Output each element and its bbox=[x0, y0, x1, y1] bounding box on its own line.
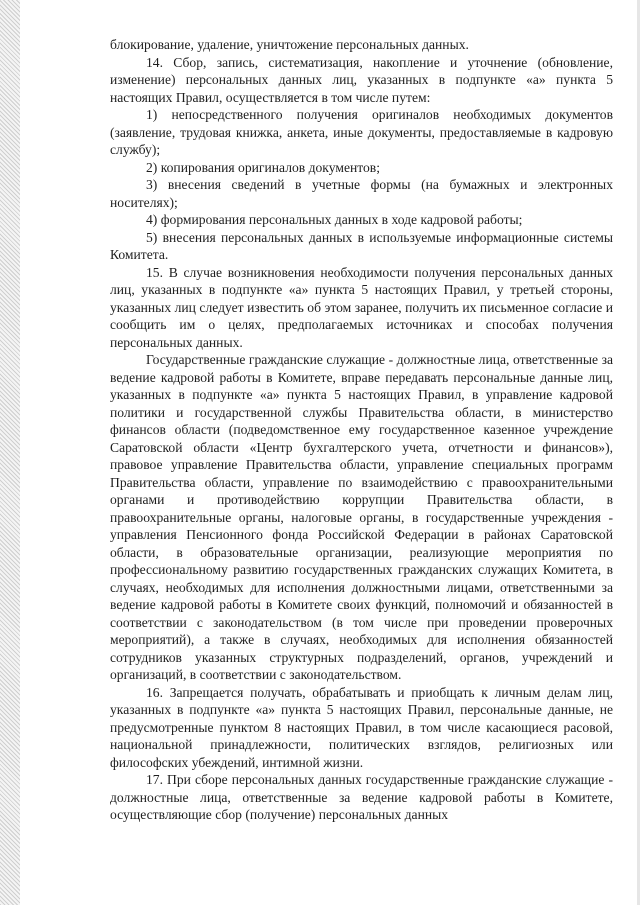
list-item-4: 4) формирования персональных данных в ходе кадровой работы; bbox=[146, 212, 523, 227]
list-item-5: 5) внесения персональных данных в используемые информационные системы Комитета. bbox=[110, 229, 613, 262]
list-item-2: 2) копирования оригиналов документов; bbox=[146, 159, 381, 175]
paragraph-civil-servants: Государственные гражданские служащие - должностные лица, ответственные за ведение кадровой работы в Комитете, вправе передавать персональные данные лиц, указанных в подпункте «а» пункта 5 настоящих Правил, в управление кадровой политики и государственной службы Правительства области, в министерство финансов области (подведомственное ему государственное казенное учреждение Саратовской области «Центр бухгалтерского учета, отчетности и финансов»), правовое управление Правительства области, управление специальных программ Правительства области, управление по взаимодействию с правоохранительными органами и противодействию коррупции Правительства области, в правоохранительные органы, налоговые органы, в государственные учреждения - управления Пенсионного фонда Российской Федерации в районах Саратовской области, в образовательные организации, реализующие мероприятия по профессиональному развитию государственных гражданских служащих Комитета, в случаях, необходимых для исполнения должностными лицами, ответственными за ведение кадровой работы в Комитете своих функций, полномочий и обязанностей в соответствии с законодательством (в том числе при проведении проверочных мероприятий), а также в случаях, необходимых для исполнения обязанностей сотрудников указанных структурных подразделений, органов, учреждений и организаций, в соответствии с законодательством. bbox=[110, 352, 613, 682]
scan-margin-left bbox=[0, 0, 20, 905]
paragraph-continuation: блокирование, удаление, уничтожение персональных данных. bbox=[110, 37, 469, 52]
list-item-3: 3) внесения сведений в учетные формы (на бумажных и электронных носителях); bbox=[110, 177, 613, 210]
paragraph-14: 14. Сбор, запись, систематизация, накопление и уточнение (обновление, изменение) персональных данных лиц, указанных в подпункте «а» пункта 5 настоящих Правил, осуществляется в том числе путем: bbox=[110, 54, 613, 105]
paragraph-16: 16. Запрещается получать, обрабатывать и приобщать к личным делам лиц, указанных в подпункте «а» пункта 5 настоящих Правил, персональные данные, не предусмотренные пунктом 8 настоящих Правил, в том числе касающиеся расовой, национальной принадлежности, политических взглядов, религиозных или философских убеждений, интимной жизни. bbox=[110, 684, 613, 770]
document-page bbox=[110, 36, 613, 824]
paragraph-17: 17. При сборе персональных данных государственные гражданские служащие - должностные лица, ответственные за ведение кадровой работы в Комитете, осуществляющие сбор (получение) персональных данных bbox=[110, 772, 613, 822]
paragraph-15: 15. В случае возникновения необходимости получения персональных данных лиц, указанных в подпункте «а» пункта 5 настоящих Правил, у третьей стороны, указанных лиц следует известить об этом заранее, получить их письменное согласие и сообщить им о целях, предполагаемых источниках и способах получения персональных данных. bbox=[110, 264, 613, 350]
list-item-1: 1) непосредственного получения оригиналов необходимых документов (заявление, трудовая книжка, анкета, иные документы, предоставляемые в кадровую службу); bbox=[110, 107, 613, 157]
